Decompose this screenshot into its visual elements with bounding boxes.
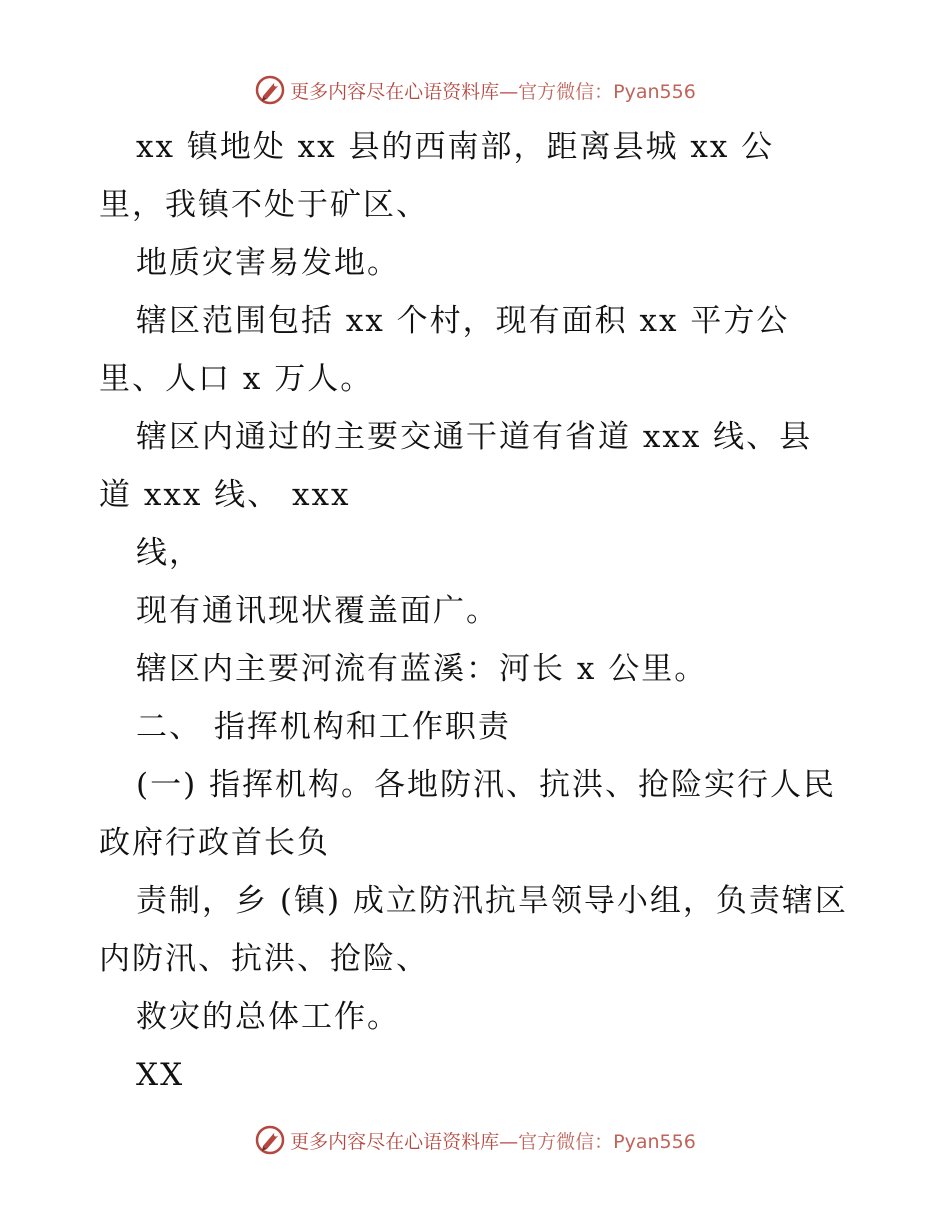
body-line: 现有通讯现状覆盖面广。 (136, 593, 499, 629)
body-line: 辖区内通过的主要交通干道有省道 xxx 线、县 (136, 419, 813, 455)
pen-circle-logo-icon (254, 1124, 286, 1156)
header-banner-text (290, 77, 696, 104)
body-line: 救灾的总体工作。 (136, 999, 400, 1035)
page-footer-watermark (0, 1120, 950, 1160)
footer-banner-text (290, 1127, 696, 1154)
body-line: XX (136, 1057, 185, 1093)
header-brand-text: 更多内容尽在心语资料库 (290, 80, 500, 103)
pen-circle-logo-icon (254, 74, 286, 106)
footer-brand-text: 更多内容尽在心语资料库 (290, 1130, 500, 1153)
body-line: 内防汛、抗洪、抢险、 (99, 941, 429, 977)
footer-separator: — (499, 1130, 519, 1153)
section-heading: 二、 指挥机构和工作职责 (136, 709, 511, 745)
body-line: 辖区范围包括 xx 个村，现有面积 xx 平方公 (136, 303, 790, 339)
body-line: 里，我镇不处于矿区、 (99, 187, 429, 223)
body-line: 政府行政首长负 (99, 825, 330, 861)
page-header-watermark (0, 70, 950, 110)
body-line: 辖区内主要河流有蓝溪：河长 x 公里。 (136, 651, 708, 687)
header-wechat-text: 官方微信：Pyan556 (518, 80, 696, 103)
body-line: 里、人口 x 万人。 (99, 361, 374, 397)
body-line: xx 镇地处 xx 县的西南部，距离县城 xx 公 (136, 129, 775, 165)
body-line: 地质灾害易发地。 (136, 245, 400, 281)
body-line: (一) 指挥机构。各地防汛、抗洪、抢险实行人民 (136, 767, 837, 803)
body-line: 责制，乡 (镇) 成立防汛抗旱领导小组，负责辖区 (136, 883, 848, 919)
header-separator: — (499, 80, 519, 103)
footer-wechat-text: 官方微信：Pyan556 (518, 1130, 696, 1153)
body-line: 线， (136, 535, 202, 571)
body-line: 道 xxx 线、 xxx (99, 477, 351, 513)
